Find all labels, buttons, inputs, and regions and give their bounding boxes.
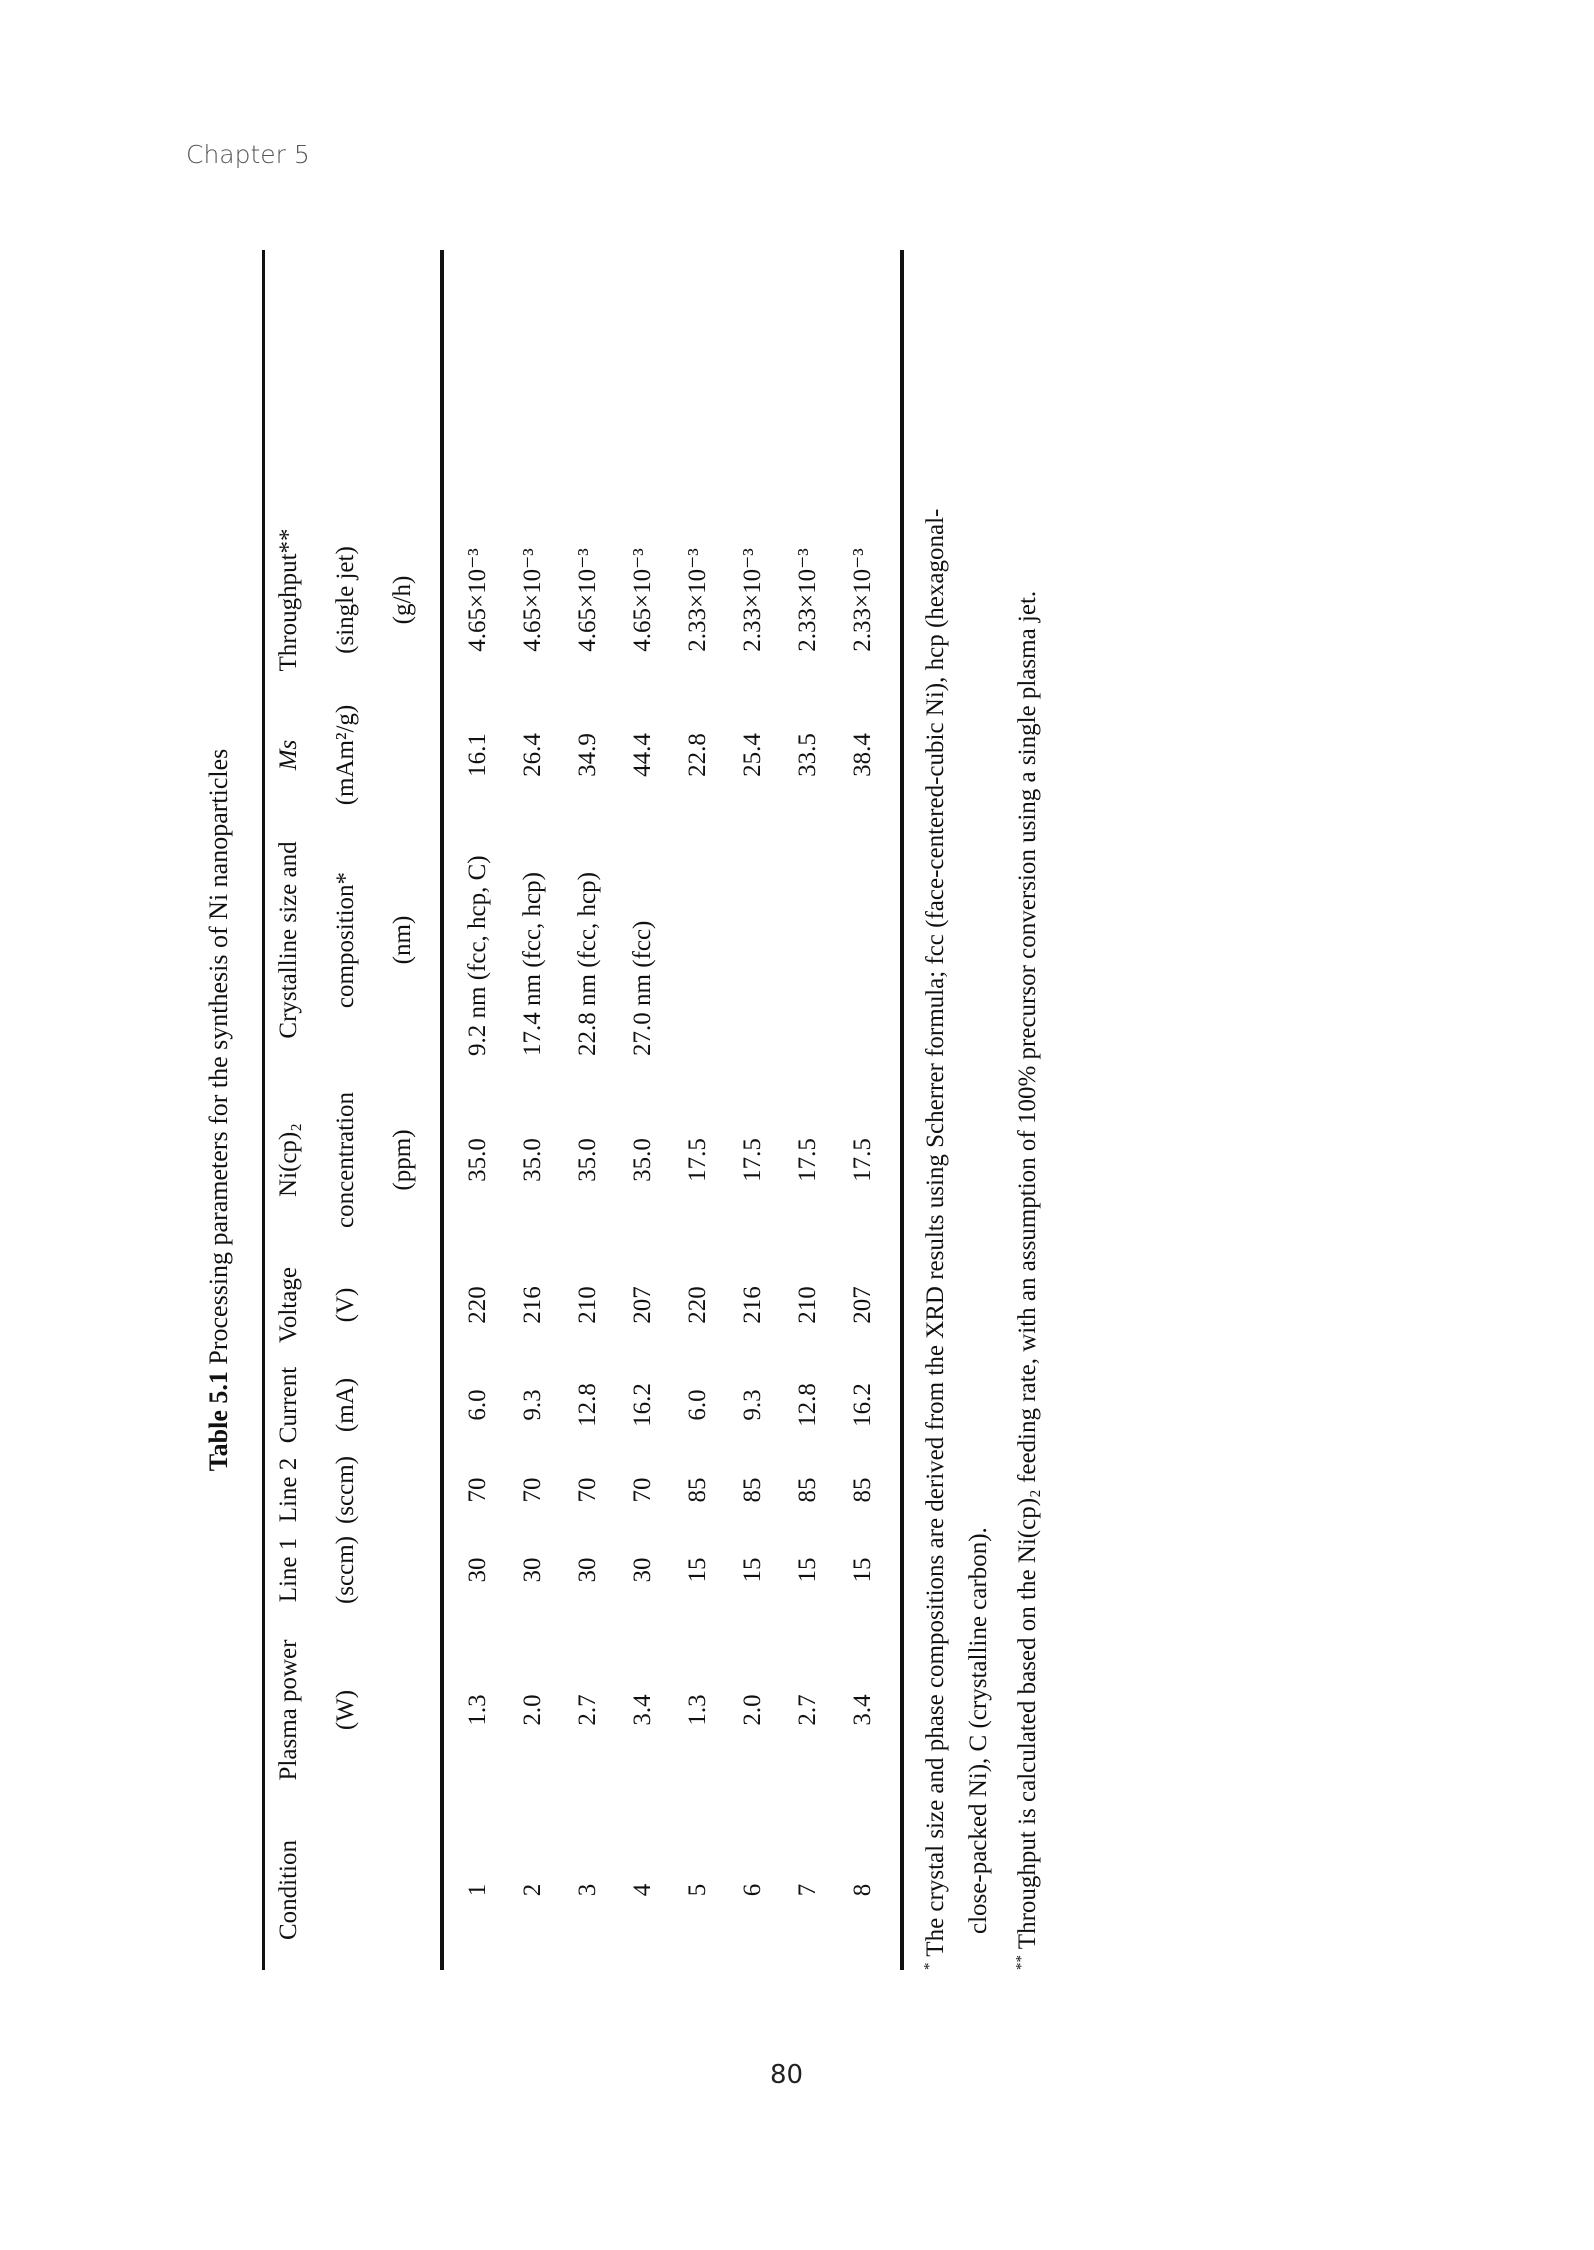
- table-cell: 2.33×10⁻³: [739, 548, 766, 652]
- table-cell: 4: [629, 1883, 656, 1897]
- table-cell: 26.4: [519, 733, 546, 777]
- table-cell: 216: [519, 1286, 546, 1324]
- table-cell: 15: [849, 1557, 876, 1583]
- table-cell: 15: [684, 1557, 711, 1583]
- table-cell: 216: [739, 1286, 766, 1324]
- table-cell: 30: [464, 1557, 491, 1583]
- table-cell: 4.65×10⁻³: [519, 548, 546, 652]
- table-row: [847, 250, 877, 1970]
- header-cell: (sccm): [332, 1455, 359, 1525]
- table-bottom-rule: [900, 250, 904, 1970]
- header-cell: Current: [275, 1366, 302, 1444]
- table-caption: [204, 250, 234, 1970]
- table-header-rule: [440, 250, 444, 1970]
- table-cell: 17.5: [794, 1138, 821, 1182]
- footnote-1-text-line1: The crystal size and phase compositions are derived from the XRD results using Scherrer formula; fcc (face-centered-cubic Ni), hcp (hexagonal-: [922, 508, 949, 1957]
- table-cell: 220: [684, 1286, 711, 1324]
- header-cell: (sccm): [332, 1535, 359, 1605]
- table-cell: 1.3: [464, 1694, 491, 1726]
- header-cell: Throughput**: [275, 528, 302, 672]
- table-cell: 6.0: [464, 1389, 491, 1421]
- table-cell: 16.2: [849, 1383, 876, 1427]
- table-cell: 3.4: [849, 1694, 876, 1726]
- table-cell: 25.4: [739, 733, 766, 777]
- footnote-2-text: Throughput is calculated based on the Ni(cp)₂ feeding rate, with an assumption of 100% precursor conversion using a single plasma jet.: [1014, 590, 1041, 1950]
- table-cell: 9.3: [739, 1389, 766, 1421]
- table-cell: 2.33×10⁻³: [794, 548, 821, 652]
- header-cell: Condition: [275, 1840, 302, 1941]
- table-cell: 220: [464, 1286, 491, 1324]
- header-cell: (g/h): [389, 575, 416, 625]
- header-cell: Plasma power: [275, 1639, 302, 1781]
- table-cell: 33.5: [794, 733, 821, 777]
- table-cell: 1.3: [684, 1694, 711, 1726]
- table-cell: 210: [574, 1286, 601, 1324]
- header-cell: (V): [332, 1287, 359, 1323]
- table-cell: 2.33×10⁻³: [684, 548, 711, 652]
- table-cell: 85: [684, 1477, 711, 1503]
- header-cell: (W): [332, 1689, 359, 1731]
- table-row: [737, 250, 767, 1970]
- table-cell: 35.0: [574, 1138, 601, 1182]
- footnote-1-marker: *: [921, 1962, 938, 1970]
- table-cell: 17.5: [739, 1138, 766, 1182]
- table-cell: 207: [849, 1286, 876, 1324]
- header-cell: composition*: [332, 871, 359, 1009]
- table-cell: 4.65×10⁻³: [574, 548, 601, 652]
- table-cell: 207: [629, 1286, 656, 1324]
- table-cell: 30: [574, 1557, 601, 1583]
- table-cell: 38.4: [849, 733, 876, 777]
- table-row: [627, 250, 657, 1970]
- table-row: [792, 250, 822, 1970]
- caption-text: Processing parameters for the synthesis of Ni nanoparticles: [204, 748, 233, 1365]
- table-cell: 85: [739, 1477, 766, 1503]
- header-cell: Ni(cp)₂: [275, 1123, 302, 1197]
- table-cell: 17.4 nm (fcc, hcp): [519, 872, 546, 1056]
- caption-label: Table 5.1: [204, 1371, 233, 1472]
- table-cell: 2.0: [519, 1694, 546, 1726]
- header-row: [275, 250, 303, 1970]
- table-cell: 15: [794, 1557, 821, 1583]
- table-cell: 2.0: [739, 1694, 766, 1726]
- table-cell: 30: [519, 1557, 546, 1583]
- header-cell: concentration: [332, 1091, 359, 1229]
- table-cell: 9.3: [519, 1389, 546, 1421]
- header-cell: Crystalline size and: [275, 841, 302, 1039]
- rotated-table-block: [200, 250, 1100, 1970]
- header-cell: Voltage: [275, 1267, 302, 1343]
- table-cell: 1: [464, 1883, 491, 1897]
- table-cell: 22.8: [684, 733, 711, 777]
- table-cell: 2.7: [794, 1694, 821, 1726]
- table-cell: 6.0: [684, 1389, 711, 1421]
- table-cell: 8: [849, 1883, 876, 1897]
- table-cell: 27.0 nm (fcc): [629, 920, 656, 1056]
- table-cell: 5: [684, 1883, 711, 1897]
- header-cell: Line 2: [275, 1457, 302, 1523]
- table-cell: 210: [794, 1286, 821, 1324]
- table-cell: 70: [629, 1477, 656, 1503]
- header-cell: (single jet): [332, 546, 359, 654]
- table-cell: 44.4: [629, 733, 656, 777]
- table-cell: 70: [574, 1477, 601, 1503]
- header-cell: (ppm): [389, 1129, 416, 1191]
- table-cell: 17.5: [849, 1138, 876, 1182]
- table-cell: 35.0: [629, 1138, 656, 1182]
- footnote-1-text-line2: close-packed Ni), C (crystalline carbon).: [965, 1527, 992, 1934]
- table-cell: 6: [739, 1883, 766, 1897]
- table-cell: 34.9: [574, 733, 601, 777]
- table-row: [517, 250, 547, 1970]
- header-row: [332, 250, 360, 1970]
- header-cell: (nm): [389, 915, 416, 965]
- table-cell: 16.1: [464, 733, 491, 777]
- header-row: [389, 250, 417, 1970]
- header-cell: Ms: [275, 739, 302, 771]
- table-cell: 70: [519, 1477, 546, 1503]
- footnote-2-marker: **: [1013, 1955, 1030, 1970]
- table-cell: 12.8: [794, 1383, 821, 1427]
- table-row: [572, 250, 602, 1970]
- table-cell: 17.5: [684, 1138, 711, 1182]
- table-cell: 4.65×10⁻³: [464, 548, 491, 652]
- table-cell: 2.33×10⁻³: [849, 548, 876, 652]
- table-cell: 22.8 nm (fcc, hcp): [574, 872, 601, 1056]
- table-row: [682, 250, 712, 1970]
- table-cell: 35.0: [464, 1138, 491, 1182]
- table-cell: 3.4: [629, 1694, 656, 1726]
- table-cell: 12.8: [574, 1383, 601, 1427]
- table-cell: 35.0: [519, 1138, 546, 1182]
- table-row: [462, 250, 492, 1970]
- table-cell: 70: [464, 1477, 491, 1503]
- header-cell: (mAm²/g): [332, 704, 359, 806]
- table-cell: 16.2: [629, 1383, 656, 1427]
- footnote-2: [1006, 250, 1049, 1970]
- table-cell: 30: [629, 1557, 656, 1583]
- table-cell: 85: [849, 1477, 876, 1503]
- table-cell: 15: [739, 1557, 766, 1583]
- running-head: Chapter 5: [186, 140, 310, 169]
- table-cell: 9.2 nm (fcc, hcp, C): [464, 855, 491, 1056]
- footnote-1: [914, 250, 957, 1970]
- header-cell: (mA): [332, 1377, 359, 1433]
- page-number: 80: [770, 2060, 804, 2090]
- table-cell: 4.65×10⁻³: [629, 548, 656, 652]
- footnote-1-continued: [957, 214, 1000, 1970]
- table-cell: 2.7: [574, 1694, 601, 1726]
- table-cell: 7: [794, 1883, 821, 1897]
- header-cell: Line 1: [275, 1537, 302, 1603]
- table-cell: 85: [794, 1477, 821, 1503]
- table-cell: 2: [519, 1883, 546, 1897]
- table-top-rule: [262, 250, 265, 1970]
- table-cell: 3: [574, 1883, 601, 1897]
